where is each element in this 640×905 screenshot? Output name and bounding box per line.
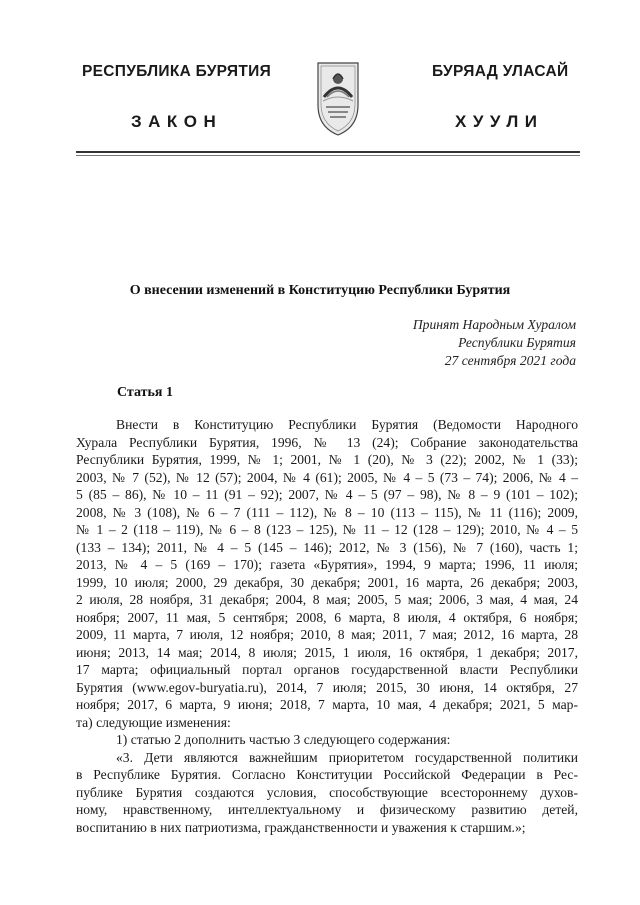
body-line: ноября; 2007, 11 мая, 5 сентября; 2008, 6 марта, 8 июля, 4 октября, 6 ноября; (76, 609, 578, 625)
body-line: та) следующие изменения: (76, 714, 231, 730)
adoption-line: Республики Бурятия (458, 335, 576, 350)
amendment-item: 1) статью 2 дополнить частью 3 следующего содержания: (116, 732, 451, 747)
body-line: (133 – 134); 2011, № 4 – 5 (145 – 146); 2012, № 3 (156), № 7 (160), часть 1; (76, 539, 578, 555)
body-line: 2009, 11 марта, 7 июля, 12 ноября; 2010, 8 мая; 2011, 7 мая; 2012, 16 марта, 28 (76, 627, 578, 642)
amendment-text-line: воспитанию в них патриотизма, гражданственности и уважения к старшим.»; (76, 819, 526, 835)
adoption-note (413, 316, 576, 370)
republic-name-russian: РЕСПУБЛИКА БУРЯТИЯ (82, 63, 272, 80)
body-line: 1999, 10 июля; 2000, 29 декабря, 30 декабря; 2001, 16 марта, 26 декабря; 2003, (76, 574, 578, 590)
body-line: Внести в Конституцию Республики Бурятия (Ведомости Народного (116, 417, 578, 432)
article-heading: Статья 1 (117, 385, 173, 400)
body-line: 5 (85 – 86), № 10 – 11 (91 – 92); 2007, № 4 – 5 (97 – 98), № 8 – 9 (101 – 102); (76, 487, 578, 502)
adoption-line: Принят Народным Хуралом (412, 317, 576, 332)
amendment-text-line: ному, нравственному, интеллектуальному и физическому развитию детей, (76, 802, 578, 817)
header-rule-thick (76, 151, 580, 153)
body-line: Бурятия (www.egov-buryatia.ru), 2014, 7 июля; 2015, 30 июня, 14 октября, 27 (76, 679, 578, 695)
law-label-russian: ЗАКОН (131, 112, 223, 131)
body-line: 2 июля, 28 ноября, 31 декабря; 2004, 8 мая; 2005, 5 мая; 2006, 3 мая, 4 мая, 24 (76, 592, 578, 607)
body-line: 2013, № 4 – 5 (169 – 170); газета «Бурятия», 1994, 9 марта; 1996, 11 июля; (76, 557, 578, 572)
body-line: Республики Бурятия, 1999, № 1; 2001, № 1 (20), № 3 (22); 2002, № 1 (33); (76, 452, 578, 467)
law-title: О внесении изменений в Конституцию Республики Бурятия (129, 283, 511, 298)
amendment-text-line: публике Бурятия создаются условия, способствующие всестороннему духов- (76, 784, 578, 800)
body-line: 2003, № 7 (52), № 12 (57); 2004, № 4 (61); 2005, № 4 – 5 (73 – 74); 2006, № 4 – (76, 469, 578, 485)
amendment-text-line: «3. Дети являются важнейшим приоритетом государственной политики (116, 749, 578, 765)
republic-name-buryat: БУРЯАД УЛАСАЙ (432, 63, 569, 80)
header-rule-thin (76, 155, 580, 156)
body-line: Хурала Республики Бурятия, 1996, № 13 (24); Собрание законодательства (76, 434, 578, 450)
body-line: 2008, № 3 (108), № 6 – 7 (111 – 112), № 8 – 10 (113 – 115), № 11 (116); 2009, (76, 504, 578, 520)
coat-of-arms-icon (315, 57, 361, 137)
body-line: 17 марта; официальный портал органов государственной власти Республики (76, 662, 578, 677)
body-line: ноября; 2017, 6 марта, 9 июня; 2018, 7 марта, 10 мая, 4 декабря; 2021, 5 мар- (76, 697, 578, 712)
law-label-buryat: ХУУЛИ (455, 112, 544, 131)
amendment-text-line: в Республике Бурятия. Согласно Конституции Российской Федерации в Рес- (76, 767, 578, 782)
adoption-date: 27 сентября 2021 года (444, 353, 576, 368)
article-body (76, 416, 578, 836)
body-line: № 1 – 2 (118 – 119), № 6 – 8 (123 – 125), № 11 – 12 (128 – 129); 2010, № 4 – 5 (76, 522, 578, 537)
body-line: июня; 2013, 14 мая; 2014, 8 июля; 2015, 1 июля, 16 октября, 1 декабря; 2017, (76, 644, 578, 660)
